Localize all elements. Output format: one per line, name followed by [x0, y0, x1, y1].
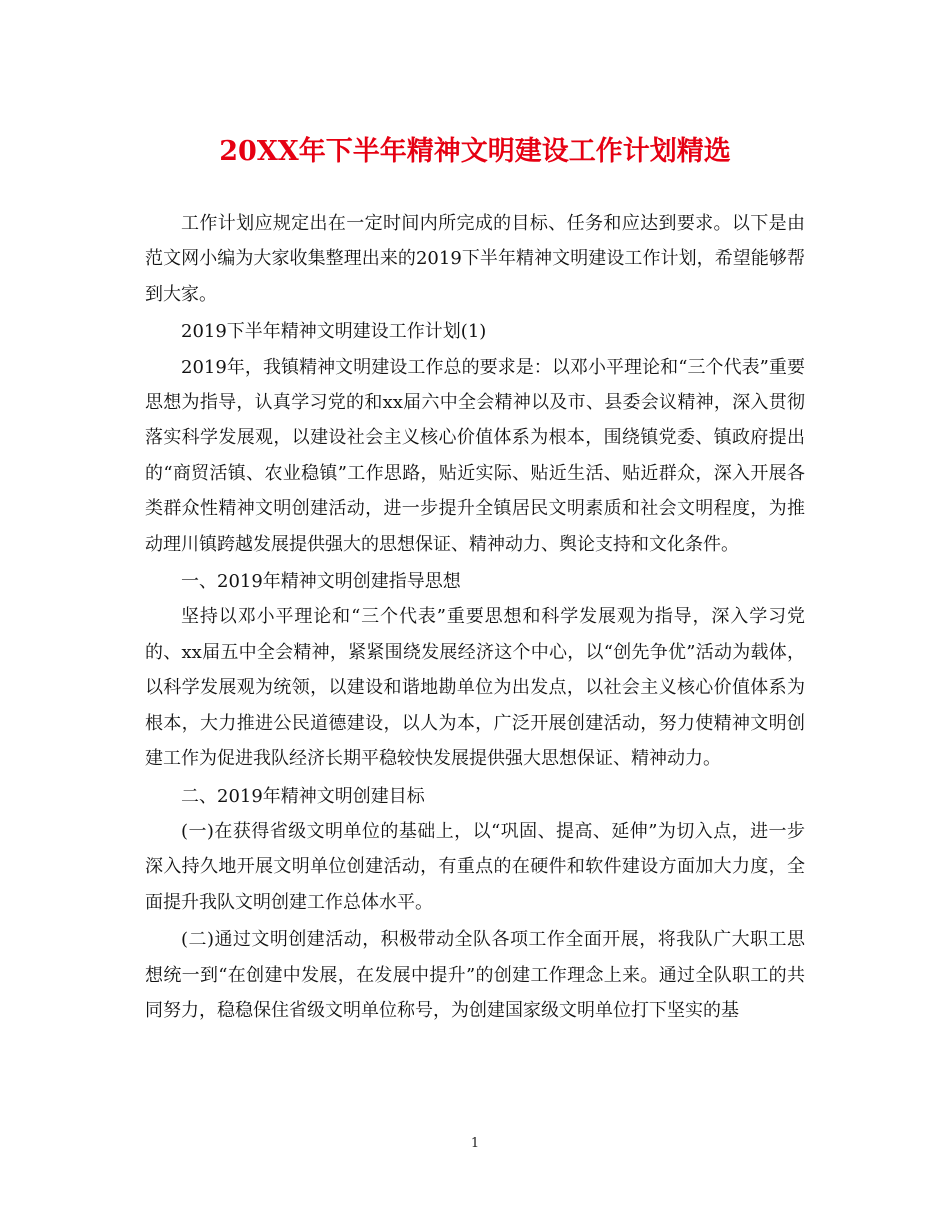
- page-number: 1: [470, 1136, 480, 1151]
- paragraph-overview: 2019年，我镇精神文明建设工作总的要求是：以邓小平理论和“三个代表”重要思想为指导，认真学习党的和xx届六中全会精神以及市、县委会议精神，深入贯彻落实科学发展观，以建设社会主义核心价值体系为根本，围绕镇党委、镇政府提出的“商贸活镇、农业稳镇”工作思路，贴近实际、贴近生活、贴近群众，深入开展各类群众性精神文明创建活动，进一步提升全镇居民文明素质和社会文明程度，为推动理川镇跨越发展提供强大的思想保证、精神动力、舆论支持和文化条件。: [145, 356, 805, 555]
- paragraph-goal-2: (二)通过文明创建活动，积极带动全队各项工作全面开展，将我队广大职工思想统一到“在创建中发展，在发展中提升”的创建工作理念上来。通过全队职工的共同努力，稳稳保住省级文明单位称号，为创建国家级文明单位打下坚实的基: [145, 929, 805, 1021]
- paragraph-goal-1: (一)在获得省级文明单位的基础上，以“巩固、提高、延伸”为切入点，进一步深入持久地开展文明单位创建活动，有重点的在硬件和软件建设方面加大力度，全面提升我队文明创建工作总体水平。: [145, 820, 805, 913]
- paragraph-guiding-thought: 坚持以邓小平理论和“三个代表”重要思想和科学发展观为指导，深入学习党的、xx届五中全会精神，紧紧围绕发展经济这个中心，以“创先争优”活动为载体，以科学发展观为统领，以建设和谐地勘单位为出发点，以社会主义核心价值体系为根本，大力推进公民道德建设，以人为本，广泛开展创建活动，努力使精神文明创建工作为促进我队经济长期平稳较快发展提供强大思想保证、精神动力。: [145, 606, 805, 770]
- document-title: 20XX年下半年精神文明建设工作计划精选: [219, 136, 731, 167]
- document-body: [145, 206, 805, 1028]
- section-heading-goals: 二、2019年精神文明创建目标: [181, 785, 425, 807]
- paragraph-intro: 工作计划应规定出在一定时间内所完成的目标、任务和应达到要求。以下是由范文网小编为大家收集整理出来的2019下半年精神文明建设工作计划，希望能够帮到大家。: [145, 213, 805, 305]
- section-heading-guiding-thought: 一、2019年精神文明创建指导思想: [181, 571, 461, 593]
- paragraph-plan-heading: 2019下半年精神文明建设工作计划(1): [181, 321, 487, 343]
